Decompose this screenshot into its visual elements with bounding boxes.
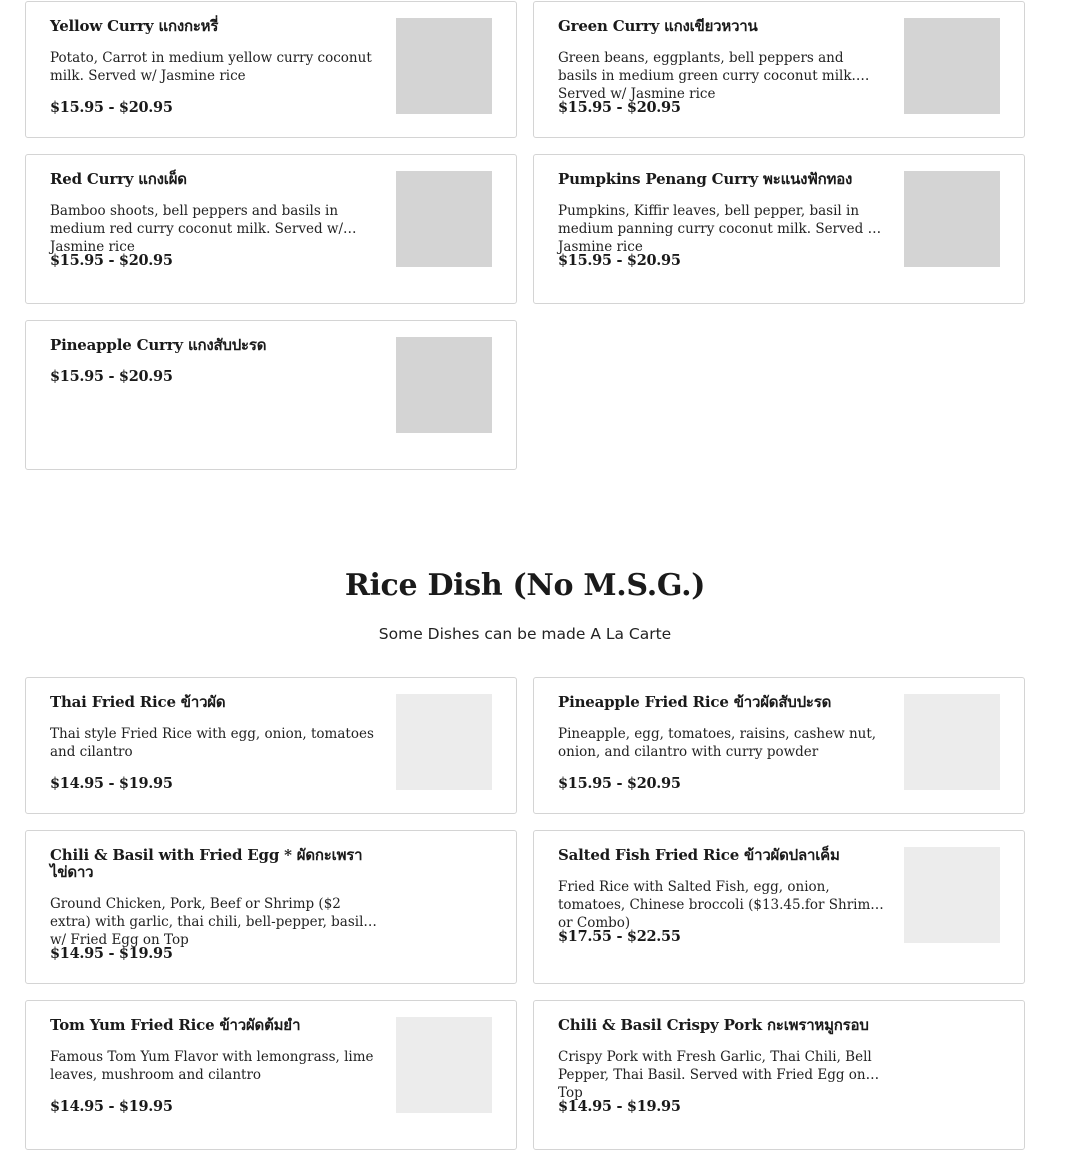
menu-item-description: Pumpkins, Kiffir leaves, bell pepper, basil in medium panning curry coconut milk. Served w/ Jasmine rice xyxy=(558,203,884,255)
menu-item-description: Ground Chicken, Pork, Beef or Shrimp ($2 extra) with garlic, thai chili, bell-pepper, basil w/ Fried Egg on Top xyxy=(50,896,364,948)
menu-item-description: Famous Tom Yum Flavor with lemongrass, lime leaves, mushroom and cilantro xyxy=(50,1049,374,1083)
menu-item-text xyxy=(558,18,886,117)
menu-item-image xyxy=(904,18,1000,114)
menu-item-price: $14.95 - $19.95 xyxy=(558,1098,681,1115)
menu-item-name: Chili & Basil with Fried Egg * ผัดกะเพราไข่ดาว xyxy=(50,846,363,881)
menu-item-text xyxy=(558,694,886,793)
menu-item-image xyxy=(904,171,1000,267)
menu-item-image xyxy=(396,337,492,433)
menu-item-name: Chili & Basil Crispy Pork กะเพราหมูกรอบ xyxy=(558,1016,869,1034)
menu-item-price: $14.95 - $19.95 xyxy=(50,775,173,792)
menu-item-card-thai-fried-rice[interactable] xyxy=(25,677,517,814)
section-title-rice-dish: Rice Dish (No M.S.G.) xyxy=(344,568,706,603)
menu-item-description: Green beans, eggplants, bell peppers and basils in medium green curry coconut milk. Served w/ Jasmine rice xyxy=(558,50,856,102)
menu-item-image xyxy=(904,847,1000,943)
menu-item-image xyxy=(396,1017,492,1113)
menu-item-text xyxy=(50,171,378,270)
menu-item-card-red-curry[interactable] xyxy=(25,154,517,304)
menu-item-price: $15.95 - $20.95 xyxy=(50,252,173,269)
menu-item-description: Thai style Fried Rice with egg, onion, tomatoes and cilantro xyxy=(50,726,374,760)
curry-menu-grid xyxy=(25,1,1025,470)
menu-item-name: Red Curry แกงเผ็ด xyxy=(50,170,187,188)
menu-item-name: Yellow Curry แกงกะหรี่ xyxy=(50,17,219,35)
menu-item-image xyxy=(396,18,492,114)
menu-item-text xyxy=(558,171,886,270)
menu-item-price: $14.95 - $19.95 xyxy=(50,1098,173,1115)
menu-item-card-green-curry[interactable] xyxy=(533,1,1025,138)
menu-item-text xyxy=(50,694,378,793)
menu-item-text xyxy=(558,1017,886,1116)
menu-item-name: Tom Yum Fried Rice ข้าวผัดต้มยำ xyxy=(50,1016,301,1034)
menu-item-name: Green Curry แกงเขียวหวาน xyxy=(558,17,758,35)
menu-item-card-pineapple-curry[interactable] xyxy=(25,320,517,470)
menu-item-card-salted-fish-fried-rice[interactable] xyxy=(533,830,1025,984)
menu-item-description: Fried Rice with Salted Fish, egg, onion, tomatoes, Chinese broccoli ($13.45.for Shrimp or Combo) xyxy=(558,879,879,931)
menu-item-description: Pineapple, egg, tomatoes, raisins, cashew nut, onion, and cilantro with curry powder xyxy=(558,726,877,760)
menu-item-text xyxy=(558,847,886,946)
menu-item-price: $15.95 - $20.95 xyxy=(50,368,173,385)
menu-item-description: Potato, Carrot in medium yellow curry coconut milk. Served w/ Jasmine rice xyxy=(50,50,372,84)
menu-item-card-chili-basil-fried-egg[interactable] xyxy=(25,830,517,984)
menu-item-card-tom-yum-fried-rice[interactable] xyxy=(25,1000,517,1150)
menu-item-card-pineapple-fried-rice[interactable] xyxy=(533,677,1025,814)
menu-item-text xyxy=(50,1017,378,1116)
menu-item-price: $14.95 - $19.95 xyxy=(50,945,173,962)
menu-item-name: Pineapple Fried Rice ข้าวผัดสับปะรด xyxy=(558,693,832,711)
menu-item-card-pumpkins-penang-curry[interactable] xyxy=(533,154,1025,304)
menu-item-name: Pineapple Curry แกงสับปะรด xyxy=(50,336,267,354)
menu-item-image xyxy=(396,171,492,267)
menu-item-description: Bamboo shoots, bell peppers and basils in medium red curry coconut milk. Served w/ Jasmine rice xyxy=(50,203,344,255)
menu-item-card-yellow-curry[interactable] xyxy=(25,1,517,138)
menu-item-card-chili-basil-crispy-pork[interactable] xyxy=(533,1000,1025,1150)
menu-item-text xyxy=(50,337,378,386)
menu-item-price: $15.95 - $20.95 xyxy=(558,252,681,269)
menu-item-price: $15.95 - $20.95 xyxy=(558,99,681,116)
menu-item-image xyxy=(904,694,1000,790)
menu-item-name: Pumpkins Penang Curry พะแนงฟักทอง xyxy=(558,170,853,188)
menu-item-description: Crispy Pork with Fresh Garlic, Thai Chili, Bell Pepper, Thai Basil. Served with Fried Egg on Top xyxy=(558,1049,872,1101)
menu-item-price: $15.95 - $20.95 xyxy=(50,99,173,116)
menu-item-name: Thai Fried Rice ข้าวผัด xyxy=(50,693,226,711)
rice-menu-grid xyxy=(25,677,1025,1150)
section-subtitle: Some Dishes can be made A La Carte xyxy=(378,625,672,643)
menu-item-text xyxy=(50,847,378,963)
menu-item-price: $15.95 - $20.95 xyxy=(558,775,681,792)
menu-item-text xyxy=(50,18,378,117)
menu-item-name: Salted Fish Fried Rice ข้าวผัดปลาเค็ม xyxy=(558,846,840,864)
menu-item-image xyxy=(396,694,492,790)
menu-item-price: $17.55 - $22.55 xyxy=(558,928,681,945)
